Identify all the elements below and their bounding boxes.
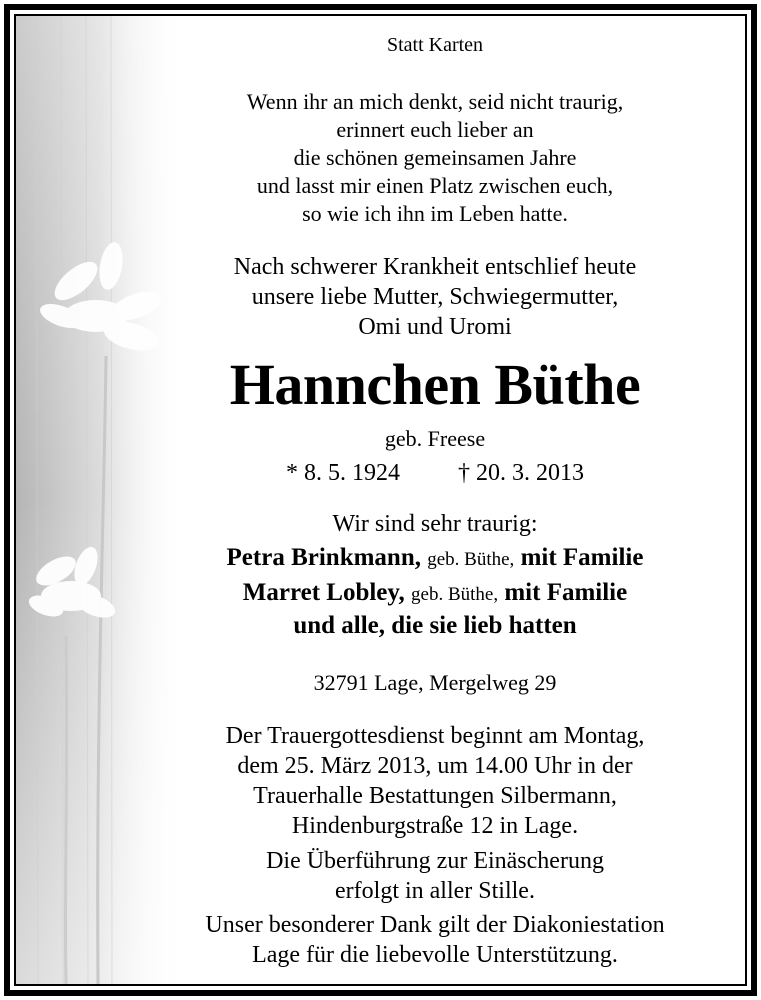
mourner-2-geb: geb. Büthe, xyxy=(411,584,499,605)
mourners-closing: und alle, die sie lieb hatten xyxy=(293,612,577,639)
mourner-2-name: Marret Lobley, xyxy=(242,579,405,606)
announcement-line-1: Nach schwerer Krankheit entschlief heute xyxy=(233,254,637,280)
mourner-1-name: Petra Brinkmann, xyxy=(226,544,421,571)
inner-border xyxy=(14,14,747,986)
death-date: † 20. 3. 2013 xyxy=(458,460,584,486)
service-line-3: Trauerhalle Bestattungen Silbermann, xyxy=(253,783,617,809)
mourner-row-2 xyxy=(126,579,744,607)
maiden-name: geb. Freese xyxy=(384,426,486,451)
cremation-line-2: erfolgt in aller Stille. xyxy=(335,878,535,904)
address: 32791 Lage, Mergelweg 29 xyxy=(313,670,557,695)
mourner-2-family: mit Familie xyxy=(504,579,628,606)
poem-line-1: Wenn ihr an mich denkt, seid nicht traurig, xyxy=(246,89,624,114)
poem-line-5: so wie ich ihn im Leben hatte. xyxy=(302,201,568,226)
service-line-1: Der Trauergottesdienst beginnt am Montag, xyxy=(225,723,645,749)
announcement-line-2: unsere liebe Mutter, Schwiegermutter, xyxy=(251,284,619,310)
mourner-1-geb: geb. Büthe, xyxy=(427,549,515,570)
thanks-line-2: Lage für die liebevolle Unterstützung. xyxy=(252,942,618,968)
life-dates xyxy=(126,460,744,487)
announcement-line-3: Omi und Uromi xyxy=(358,314,512,340)
poem-line-4: und lasst mir einen Platz zwischen euch, xyxy=(256,173,614,198)
cremation-line-1: Die Überführung zur Einäscherung xyxy=(266,848,604,874)
birth-date: * 8. 5. 1924 xyxy=(286,460,400,486)
service-line-4: Hindenburgstraße 12 in Lage. xyxy=(291,813,579,839)
thanks-line-1: Unser besonderer Dank gilt der Diakoniestation xyxy=(205,912,665,938)
service-line-2: dem 25. März 2013, um 14.00 Uhr in der xyxy=(237,753,633,779)
mourner-row-1 xyxy=(126,544,744,572)
mourners-intro: Wir sind sehr traurig: xyxy=(332,511,538,537)
mourner-1-family: mit Familie xyxy=(520,544,644,571)
deceased-name: Hannchen Büthe xyxy=(229,352,641,417)
statt-karten: Statt Karten xyxy=(386,34,484,56)
notice-content xyxy=(16,16,747,984)
poem-line-3: die schönen gemeinsamen Jahre xyxy=(293,145,577,170)
poem-line-2: erinnert euch lieber an xyxy=(336,117,534,142)
